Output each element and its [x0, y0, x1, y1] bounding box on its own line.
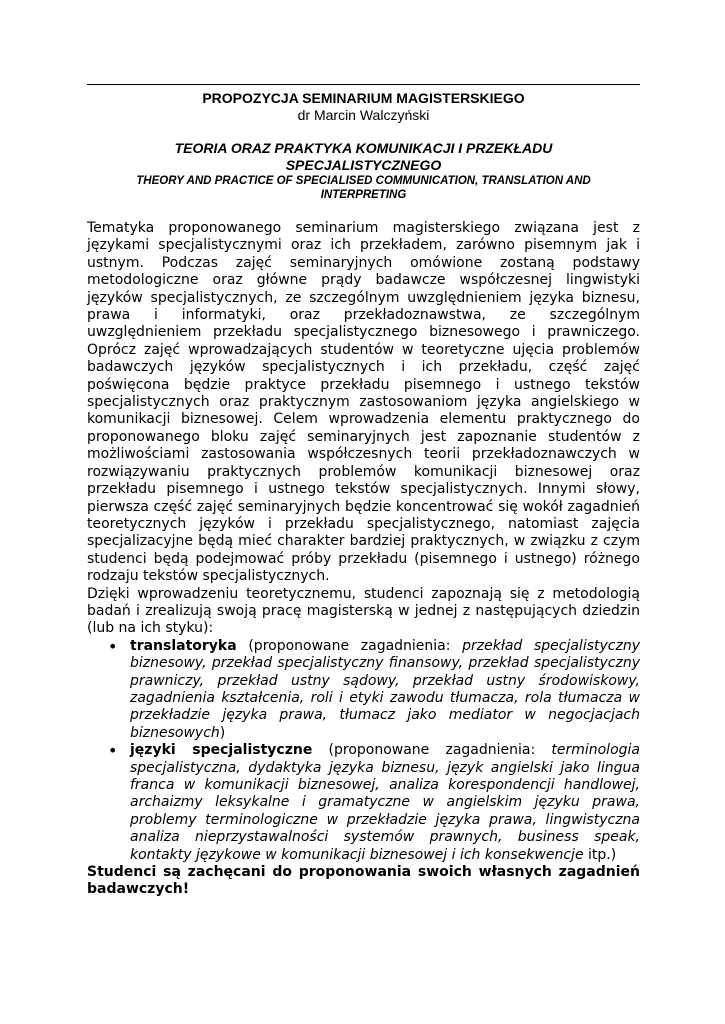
topic-title-pl [87, 140, 640, 174]
topic-name: translatoryka [130, 637, 237, 654]
topic-items: terminologia specjalistyczna, dydaktyka języka biznesu, język angielski jako lingua franca w komunikacji biznesowej, analiza korespondencji handlowej, archaizmy leksykalne i gramatyczne w angielskim języku prawa, problemy terminologiczne w przekładzie języka prawa, lingwistyczna analiza nieprzystawalności systemów prawnych, business speak, kontakty językowe w komunikacji biznesowej i ich konsekwencje [130, 742, 640, 863]
topic-title-pl-line1: TEORIA ORAZ PRAKTYKA KOMUNIKACJI I PRZEKŁADU [174, 140, 553, 156]
topic-name: języki specjalistyczne [130, 742, 313, 759]
top-rule [87, 84, 640, 85]
topic-intro: (proponowane zagadnienia: [236, 637, 463, 654]
topic-title-en-line1: THEORY AND PRACTICE OF SPECIALISED COMMUNICATION, TRANSLATION AND [136, 175, 591, 187]
list-item-translatoryka [130, 638, 640, 742]
topic-title-en-line2: INTERPRETING [320, 189, 407, 201]
methodology-paragraph: Dzięki wprowadzeniu teoretycznemu, studenci zapoznają się z metodologią badań i zrealizują swoją pracę magisterską w jednej z następujących dziedzin (lub na ich styku): [87, 585, 640, 637]
topic-outro: ) [219, 724, 226, 741]
document-body [87, 220, 640, 864]
topics-list [87, 638, 640, 864]
closing-statement: Studenci są zachęcani do proponowania swoich własnych zagadnień badawczych! [87, 864, 640, 898]
topic-title-pl-line2: SPECJALISTYCZNEGO [285, 157, 442, 173]
document-page [87, 84, 640, 899]
description-paragraph: Tematyka proponowanego seminarium magisterskiego związana jest z językami specjalistycznymi oraz ich przekładem, zarówno pisemnym jak i ustnym. Podczas zajęć seminaryjnych omówione zostaną podstawy metodologiczne oraz główne prądy badawcze współczesnej lingwistyki języków specjalistycznych, ze szczególnym uwzględnieniem języka biznesu, prawa i informatyki, oraz przekładoznawstwa, ze szczególnym uwzględnieniem przekładu specjalistycznego biznesowego i prawniczego. Oprócz zajęć wprowadzających studentów w teoretyczne ujęcia problemów badawczych języków specjalistycznych i ich przekładu, część zajęć poświęcona będzie praktyce przekładu pisemnego i ustnego tekstów specjalistycznych oraz praktycznym zastosowaniom języka angielskiego w komunikacji biznesowej. Celem wprowadzenia elementu praktycznego do proponowanego bloku zajęć seminaryjnych jest zapoznanie studentów z możliwościami zastosowania współczesnych teorii przekładoznawczych w rozwiązywaniu praktycznych problemów komunikacji biznesowej oraz przekładu pisemnego i ustnego tekstów specjalistycznych. Innymi słowy, pierwsza część zajęć seminaryjnych będzie koncentrować się wokół zagadnień teoretycznych języków i przekładu specjalistycznego, natomiast zajęcia specjalizacyjne będą mieć charakter bardziej praktycznych, w związku z czym studenci będą podejmować próby przekładu (pisemnego i ustnego) różnego rodzaju tekstów specjalistycznych. [87, 220, 640, 585]
topic-items: przekład specjalistyczny biznesowy, przekład specjalistyczny finansowy, przekład specjalistyczny prawniczy, przekład ustny sądowy, przekład ustny środowiskowy, zagadnienia kształcenia, roli i etyki zawodu tłumacza, rola tłumacza w przekładzie języka prawa, tłumacz jako mediator w negocjacjach biznesowych [130, 637, 640, 741]
list-item-jezyki-specjalistyczne [130, 742, 640, 864]
author-name: dr Marcin Walczyński [297, 107, 430, 123]
topic-title-en [87, 174, 640, 202]
document-title: PROPOZYCJA SEMINARIUM MAGISTERSKIEGO [202, 90, 525, 106]
topic-intro: (proponowane zagadnienia: [312, 742, 552, 759]
topic-outro: itp.) [583, 846, 617, 863]
